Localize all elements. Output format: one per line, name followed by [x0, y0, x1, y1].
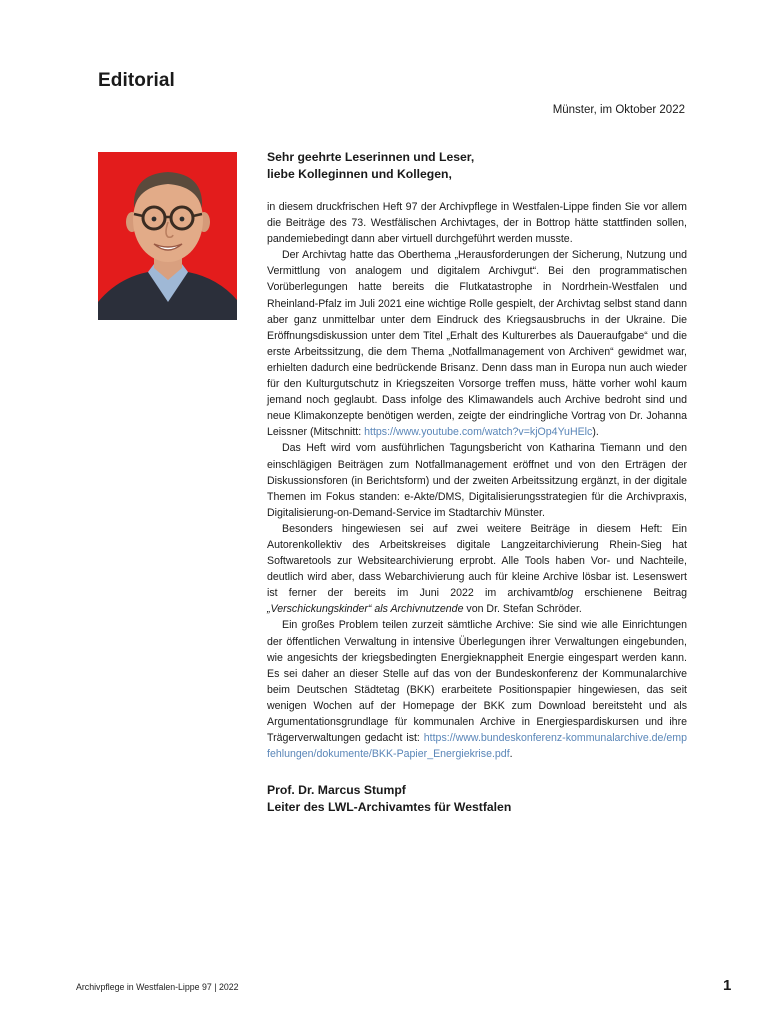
dateline: Münster, im Oktober 2022	[552, 104, 685, 116]
signature-name: Prof. Dr. Marcus Stumpf	[267, 783, 406, 798]
article-title-italic: „Verschickungskinder“ als Archivnutzende	[267, 603, 464, 616]
editorial-article	[267, 149, 687, 816]
paragraph-text: von Dr. Stefan Schröder.	[463, 603, 582, 616]
footer-publication: Archivpflege in Westfalen-Lippe 97 | 2022	[76, 982, 239, 992]
signature	[267, 782, 687, 816]
paragraph-text: Besonders hingewiesen sei auf zwei weitere Beiträge in diesem Heft: Ein Autorenkollektiv des Arbeitskreises digitale Langzeitarchivierung Rhein-Sieg hat Softwaretools zur Websitearchivierung erprobt. Alle Tools haben Vor- und Nachteile, deutlich wird aber, dass Webarchivierung auch für kleine Archive lösbar ist. Lesenswert ist ferner der bereits im Juni 2022 im archivamt	[267, 522, 687, 600]
paragraph	[267, 247, 687, 440]
salutation	[267, 149, 687, 183]
paragraph-text: Ein großes Problem teilen zurzeit sämtliche Archive: Sie sind wie alle Einrichtungen der öffentlichen Verwaltung in intensive Überlegungen ihrer Verwaltungen eingebunden, wie angesichts der kriegsbedingten Energieknappheit Energie eingespart werden kann. Es sei daher an dieser Stelle auf das von der Bundeskonferenz der Kommunalarchive beim Deutschen Städtetag (BKK) erarbeitete Positionspapier hingewiesen, das seit wenigen Wochen auf der Homepage der BKK zum Download bereitsteht und als Argumentationsgrundlage für kommunalen Archive in Energiespardiskursen und ihre Trägerverwaltungen gedacht ist:	[267, 619, 687, 745]
italic-text: blog	[553, 587, 574, 600]
paragraph-text: ).	[592, 426, 599, 439]
portrait-illustration	[98, 152, 237, 320]
youtube-link[interactable]: https://www.youtube.com/watch?v=kjOp4YuHElc	[364, 426, 593, 439]
salutation-line: liebe Kolleginnen und Kollegen,	[267, 167, 452, 181]
paragraph-text: Der Archivtag hatte das Oberthema „Herausforderungen der Sicherung, Nutzung und Vermittlung von analogem und digitalem Archivgut“. Bei den programmatischen Vorüberlegungen hatte bereits die Flutkatastrophe in Nordrhein-Westfalen und Rheinland-Pfalz im Juli 2021 eine wichtige Rolle gespielt, der Archivtag selbst stand dann aber ganz unmittelbar unter dem Eindruck des Kriegsausbruchs in der Ukraine. Die Eröffnungsdiskussion unter dem Titel „Erhalt des Kulturerbes als Daueraufgabe“ und die erste Arbeitssitzung, die dem Thema „Notfallmanagement von Archiven“ gewidmet war, erhielten dadurch eine bedrückende Brisanz. Denn dass man in Europa nun auch wieder für den Kulturgutschutz in Kriegszeiten Vorsorge treffen muss, hätte vorher wohl kaum jemand noch geglaubt. Dass infolge des Klimawandels auch Archive bedroht sind und neue Klimakonzepte benötigen werden, zeigte der eindringliche Vortrag von Dr. Johanna Leissner (Mitschnitt:	[267, 249, 687, 439]
paragraph: in diesem druckfrischen Heft 97 der Archivpflege in Westfalen-Lippe finden Sie vor allem die Beiträge des 73. Westfälischen Archivtages, der in Bottrop hätte stattfinden sollen, pandemiebedingt dann aber virtuell durchgeführt werden musste.	[267, 201, 687, 246]
paragraph-text: .	[509, 748, 513, 761]
paragraph	[267, 521, 687, 618]
salutation-line: Sehr geehrte Leserinnen und Leser,	[267, 150, 475, 164]
page-number: 1	[723, 977, 732, 994]
page-title: Editorial	[98, 70, 175, 91]
paragraph: Das Heft wird vom ausführlichen Tagungsbericht von Katharina Tiemann und den einschlägigen Beiträgen zum Notfallmanagement eröffnet und von den Erträgen der Diskussionsforen (in Berichtsform) und der zweiten Arbeitssitzung ergänzt, in der digitale Themen im Fokus standen: e-Akte/DMS, Digitalisierungsstrategien für die Archivpraxis, Digitalisierung-on-Demand-Service im Stadtarchiv Münster.	[267, 442, 687, 519]
paragraph-text: erschienene Beitrag	[573, 587, 688, 600]
signature-role: Leiter des LWL-Archivamtes für Westfalen	[267, 800, 512, 815]
author-portrait	[98, 152, 237, 320]
bkk-paper-link[interactable]: https://www.bundeskonferenz-kommunalarchive.de/empfehlungen/dokumente/BKK-Papier_Energiekrise.pdf	[267, 732, 687, 761]
paragraph	[267, 617, 687, 762]
